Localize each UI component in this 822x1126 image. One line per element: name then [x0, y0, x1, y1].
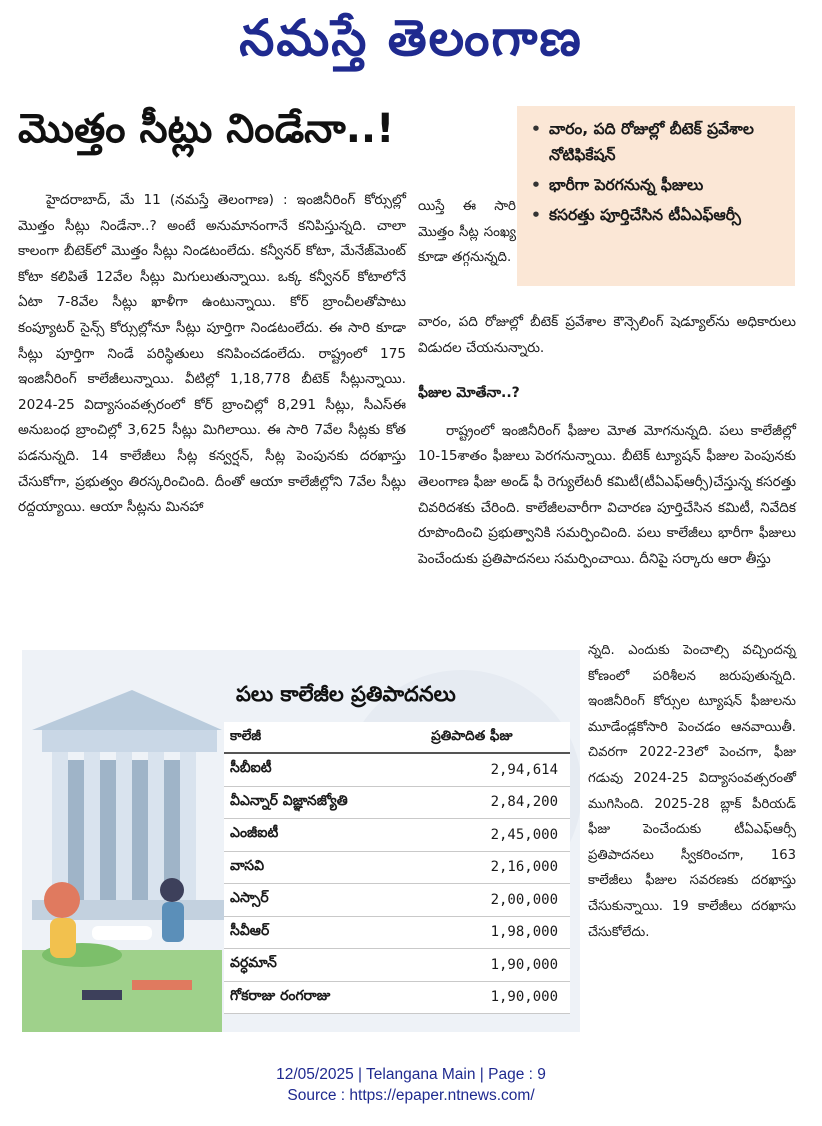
article-paragraph: న్నది. ఎందుకు పెంచాల్సి వచ్చిందన్న కోణంలో పరిశీలన జరుపుతున్నది. ఇంజినీరింగ్ కోర్సుల ట్యూషన్ ఫీజులను మూడేండ్లకోసారి పెంచడం ఆనవాయితీ. చివరగా 2022-23లో పెంచగా, ఫీజు గడువు 2024-25 విద్యాసంవత్సరంతో ముగిసింది. 2025-28 బ్లాక్ పీరియడ్ ఫీజు పెంచేందుకు టీఏఎఫ్ఆర్సీ ప్రతిపాదనలు స్వీకరించగా, 163 కాలేజీలు ఫీజుల సవరణకు దరఖాస్తు చేసుకున్నాయి. 19 కాలేజీలు దరఖాసు చేసుకోలేదు. [588, 643, 796, 940]
table-row [224, 949, 570, 982]
article-paragraph: వారం, పది రోజుల్లో బీటెక్ ప్రవేశాల కౌన్సెలింగ్ షెడ్యూల్‌ను అధికారులు విడుదల చేయనున్నారు. [418, 314, 796, 356]
proposed-fee: 2,94,614 [425, 753, 570, 786]
college-name: ఎంజీఐటీ [224, 819, 425, 852]
page-footer [0, 1064, 822, 1106]
table-row [224, 753, 570, 786]
proposed-fee: 1,98,000 [425, 916, 570, 949]
college-name: ఎస్సార్ [224, 884, 425, 917]
table-row [224, 981, 570, 1014]
college-name: వాసవి [224, 851, 425, 884]
table-row [224, 851, 570, 884]
article-right-bottom [588, 638, 796, 945]
highlights-box [517, 106, 795, 286]
column-header-college: కాలేజీ [224, 722, 425, 753]
college-name: వీఎన్నార్ విజ్ఞానజ్యోతి [224, 786, 425, 819]
proposed-fee: 1,90,000 [425, 981, 570, 1014]
college-name: సీవీఆర్ [224, 916, 425, 949]
highlight-item: • కసరత్తు పూర్తిచేసిన టీఏఎఫ్ఆర్సీ [531, 202, 785, 228]
table-row [224, 884, 570, 917]
article-paragraph: రాష్ట్రంలో ఇంజినీరింగ్ ఫీజుల మోత మోగనున్నది. పలు కాలేజీల్లో 10-15శాతం ఫీజులు పెరగనున్నాయి. బీటెక్ ట్యూషన్ ఫీజుల పెంపునకు తెలంగాణ ఫీజు అండ్ ఫీ రెగ్యులేటరీ కమిటీ(టీఏఎఫ్ఆర్సీ)చేస్తున్న కసరత్తు చివరిదశకు చేరింది. కాలేజీలవారీగా విచారణ పూర్తిచేసిన కమిటీ, నివేదిక రూపొందించి ప్రభుత్వానికి సమర్పించింది. పలు కాలేజీలు భారీగా ఫీజులు పెంచేందుకు ప్రతిపాదనలు సమర్పించాయి. దీనిపై సర్కారు ఆరా తీస్తు [418, 422, 796, 567]
fee-proposals-table [224, 722, 570, 1014]
table-row [224, 786, 570, 819]
proposed-fee: 2,45,000 [425, 819, 570, 852]
proposed-fee: 2,00,000 [425, 884, 570, 917]
proposed-fee: 2,84,200 [425, 786, 570, 819]
table-header-row [224, 722, 570, 753]
article-left-column [18, 188, 406, 521]
footer-date-page: 12/05/2025 | Telangana Main | Page : 9 [276, 1066, 546, 1083]
table-row [224, 916, 570, 949]
college-name: గోకరాజు రంగరాజు [224, 981, 425, 1014]
table-row [224, 819, 570, 852]
highlight-item: • వారం, పది రోజుల్లో బీటెక్ ప్రవేశాల నోటిఫికేషన్ [531, 116, 785, 168]
column-header-fee: ప్రతిపాదిత ఫీజు [425, 722, 570, 753]
table-title: పలు కాలేజీల ప్రతిపాదనలు [236, 682, 456, 706]
proposed-fee: 1,90,000 [425, 949, 570, 982]
article-paragraph: హైదరాబాద్, మే 11 (నమస్తే తెలంగాణ) : ఇంజినీరింగ్ కోర్సుల్లో మొత్తం సీట్లు నిండేనా..? అంటే అనుమానంగానే కనిపిస్తున్నది. చాలా కాలంగా బీటెక్‌లో మొత్తం సీట్లు నిండటంలేదు. కన్వీనర్ కోటా, మేనేజ్‌మెంట్ కోటా కలిపితే 12వేల సీట్లు మిగులుతున్నాయి. ఒక్క కన్వీనర్ కోటాలోనే ఏటా 7-8వేల సీట్లు ఖాళీగా ఉంటున్నాయి. కోర్ బ్రాంచీలతోపాటు కంప్యూటర్ సైన్స్ కోర్సుల్లోనూ సీట్లు పూర్తిగా నిండటంలేదు. ఈ సారి కూడా సీట్లు పూర్తిగా నిండే పరిస్థితులు కనిపించడంలేదు. రాష్ట్రంలో 175 ఇంజినీరింగ్ కాలేజీలున్నాయి. వీటిల్లో 1,18,778 బీటెక్ సీట్లున్నాయి. 2024-25 విద్యాసంవత్సరంలో కోర్ బ్రాంచిల్లో 8,291 సీట్లు, సీఎస్ఈ అనుబంధ బ్రాంచిల్లో 3,625 సీట్లు మిగిలాయి. ఈ సారి 7వేల సీట్లకు కోత పడనున్నది. 14 కాలేజీలు సీట్ల కన్వర్షన్, సీట్ల పెంపునకు దరఖాస్తు చేసుకోగా, ప్రభుత్వం తిరస్కరించింది. దీంతో ఆయా కాలేజీల్లోని 7వేల సీట్లు రద్దయ్యాయి. ఆయా సీట్లను మినహా [18, 192, 406, 516]
highlight-item: • భారీగా పెరగనున్న ఫీజులు [531, 172, 785, 198]
article-paragraph: యిస్తే ఈ సారి మొత్తం సీట్ల సంఖ్య కూడా తగ్గనున్నది. [418, 199, 516, 266]
article-right-narrow [418, 194, 516, 271]
newspaper-masthead: నమస్తే తెలంగాణ [239, 8, 583, 67]
article-right-column [418, 310, 796, 572]
college-name: సీబీఐటీ [224, 753, 425, 786]
article-headline: మొత్తం సీట్లు నిండేనా..! [18, 106, 395, 152]
footer-source-link[interactable]: Source : https://epaper.ntnews.com/ [287, 1087, 535, 1104]
section-subheading: ఫీజుల మోతేనా..? [418, 385, 520, 402]
college-name: వర్ధమాన్ [224, 949, 425, 982]
proposed-fee: 2,16,000 [425, 851, 570, 884]
